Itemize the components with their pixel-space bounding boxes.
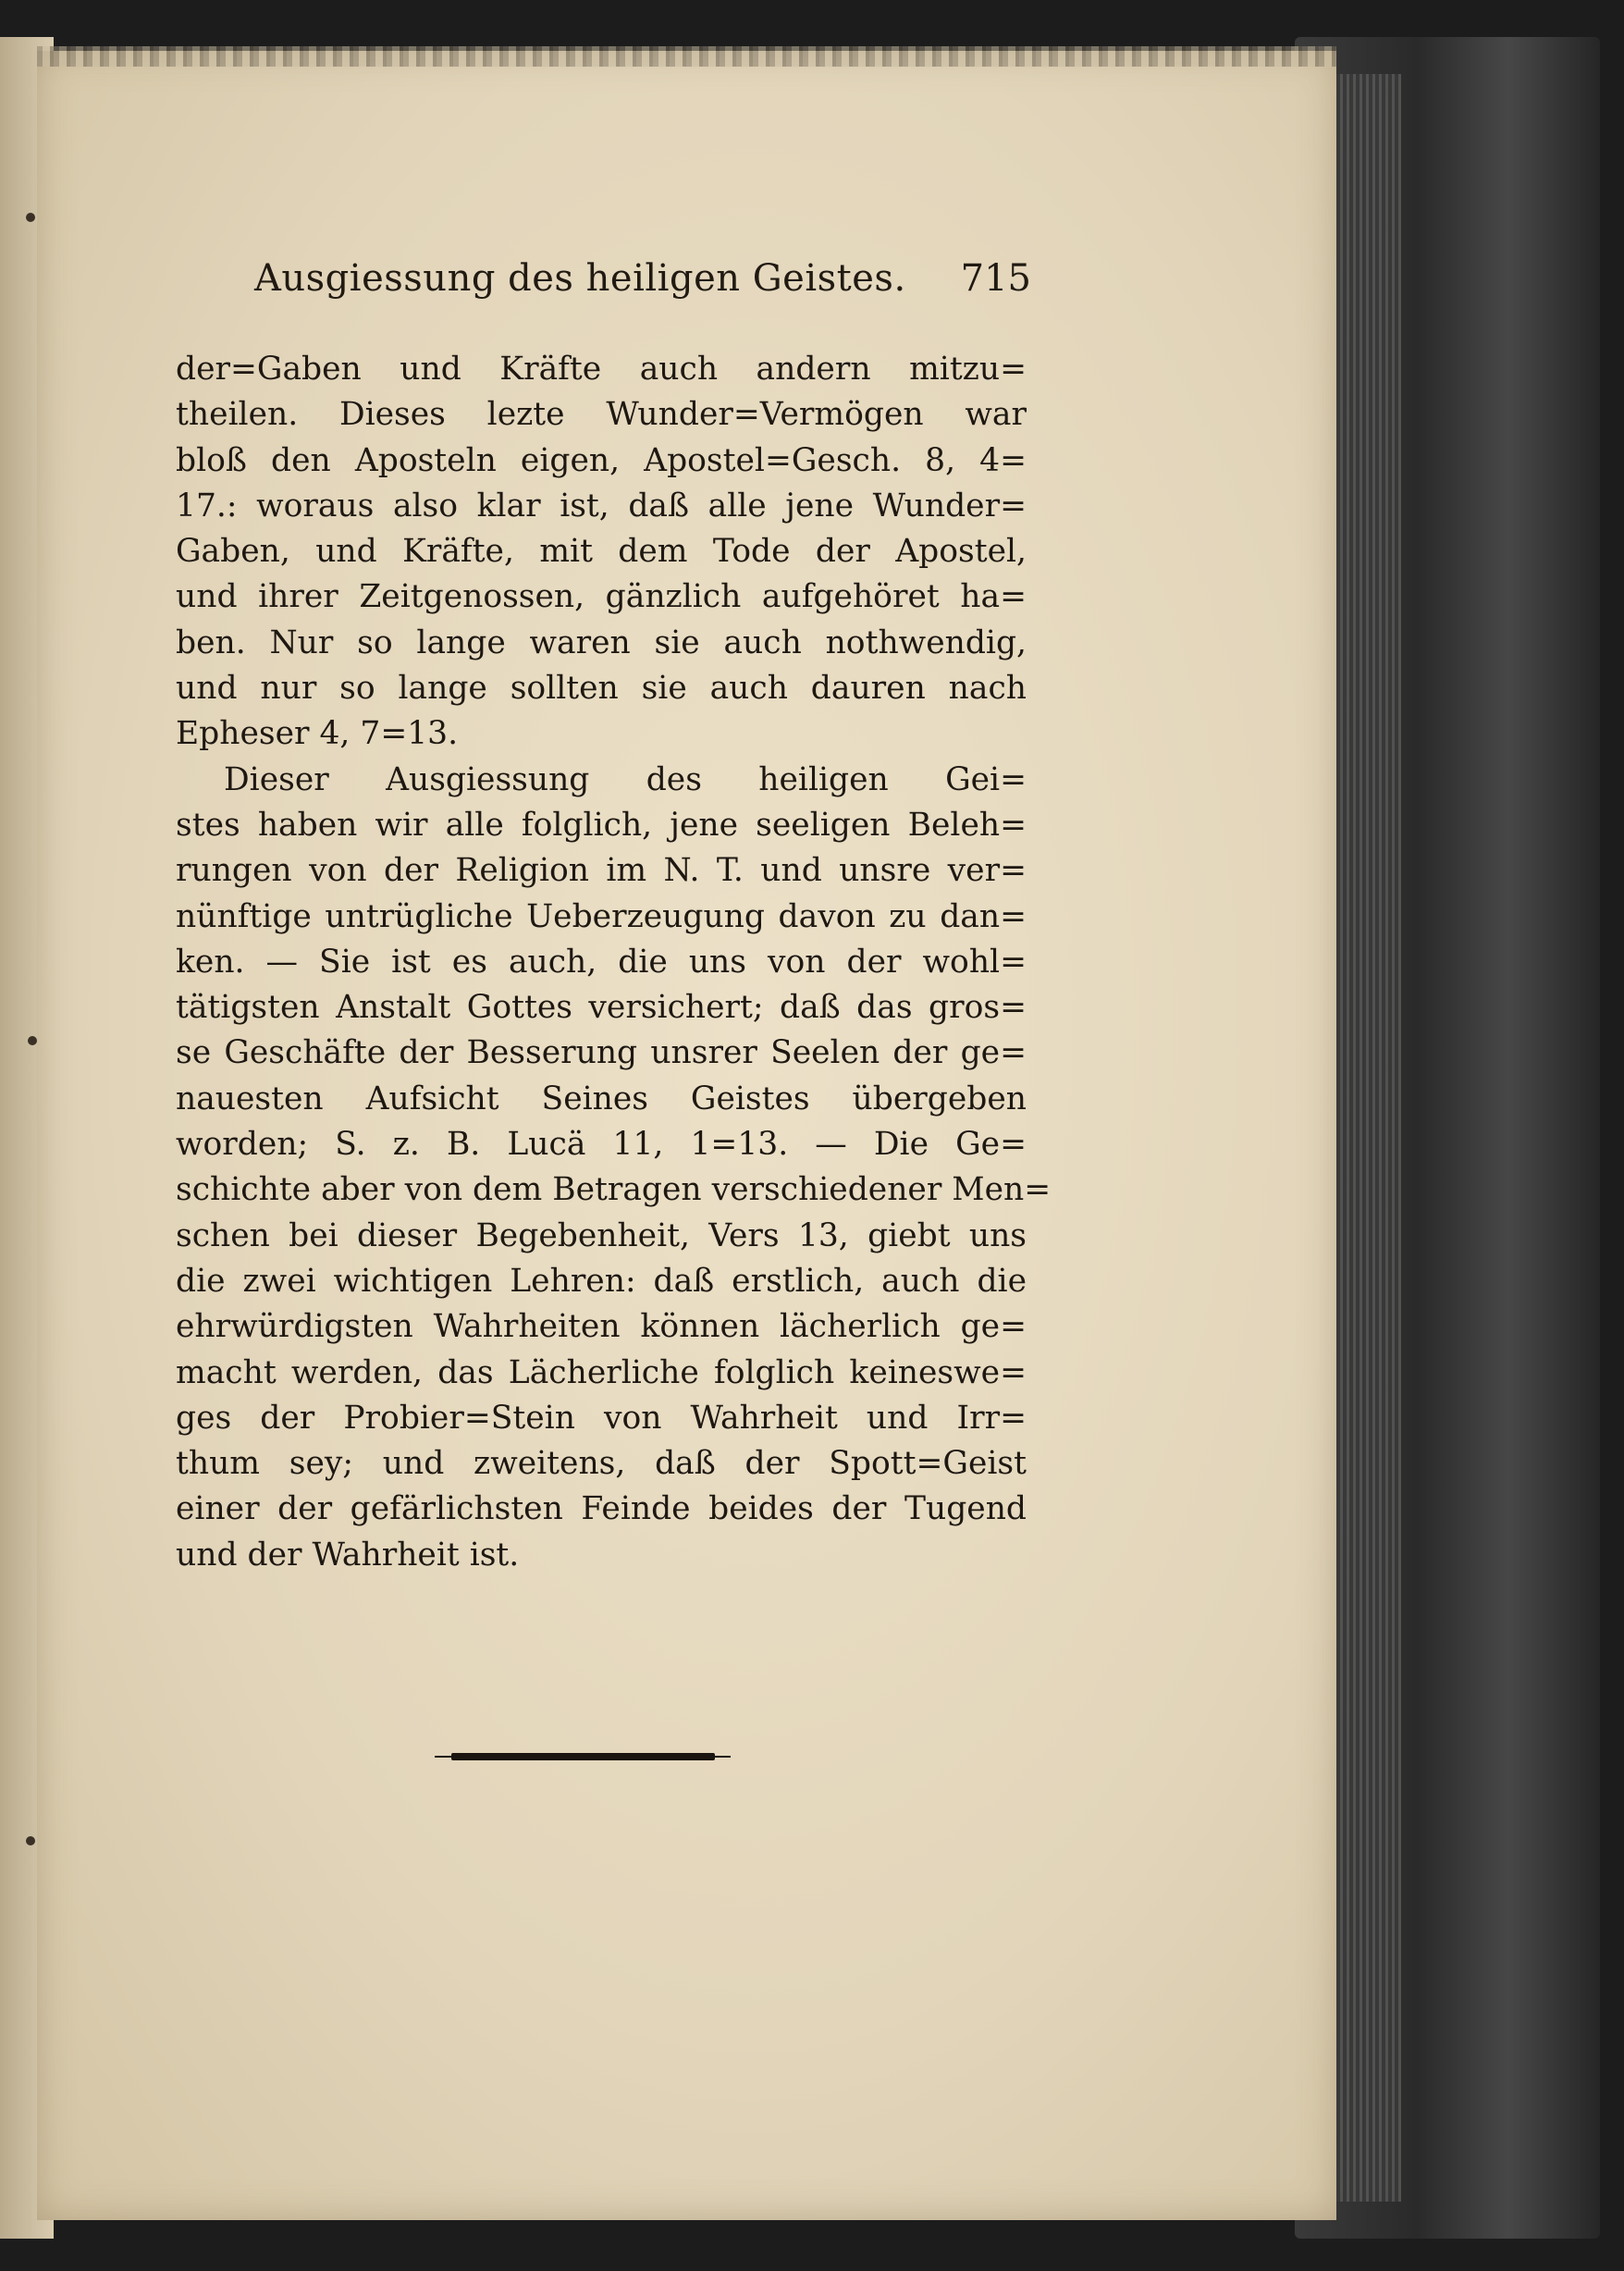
text-line: Dieser Ausgiessung des heiligen Gei= [224, 760, 1027, 798]
text-line: nauesten Aufsicht Seines Geistes übergeben [176, 1080, 1027, 1117]
page-top-edge [37, 46, 1336, 67]
text-line: schen bei dieser Begebenheit, Vers 13, giebt uns [176, 1216, 1027, 1254]
text-line: der=Gaben und Kräfte auch andern mitzu= [176, 351, 1027, 388]
text-line: einer der gefärlichsten Feinde beides der Tugend [176, 1490, 1027, 1528]
text-line: und der Wahrheit ist. [176, 1536, 520, 1574]
text-line: ges der Probier=Stein von Wahrheit und Irr= [176, 1399, 1027, 1437]
text-line: worden; S. z. B. Lucä 11, 1=13. — Die Ge= [176, 1126, 1027, 1164]
text-line: und nur so lange sollten sie auch dauren nach [176, 670, 1027, 708]
margin-mark [28, 1036, 37, 1045]
text-line: die zwei wichtigen Lehren: daß erstlich, auch die [176, 1262, 1027, 1300]
header-title: Ausgiessung des heiligen Geistes. [254, 257, 906, 300]
margin-mark [26, 213, 35, 222]
text-line: schichte aber von dem Betragen verschiedener Men= [176, 1171, 1052, 1209]
text-line: rungen von der Religion im N. T. und unsre ver= [176, 852, 1027, 890]
text-line: ben. Nur so lange waren sie auch nothwendig, [176, 623, 1027, 661]
body-text [176, 347, 1052, 1578]
text-line: thum sey; und zweitens, daß der Spott=Geist [176, 1445, 1027, 1483]
text-line: theilen. Dieses lezte Wunder=Vermögen war [176, 396, 1027, 434]
section-end-rule [451, 1753, 715, 1760]
margin-mark [26, 1836, 35, 1845]
running-header [245, 257, 1031, 322]
text-line: ehrwürdigsten Wahrheiten können lächerlich ge= [176, 1308, 1027, 1346]
text-line: Epheser 4, 7=13. [176, 715, 459, 753]
text-line: se Geschäfte der Besserung unsrer Seelen der ge= [176, 1034, 1027, 1072]
text-line: stes haben wir alle folglich, jene seeligen Beleh= [176, 806, 1027, 844]
text-line: und ihrer Zeitgenossen, gänzlich aufgehöret ha= [176, 578, 1027, 616]
text-line: macht werden, das Lächerliche folglich keineswe= [176, 1353, 1027, 1391]
text-line: ken. — Sie ist es auch, die uns von der wohl= [176, 943, 1027, 981]
text-line: 17.: woraus also klar ist, daß alle jene Wunder= [176, 487, 1027, 525]
text-line: Gaben, und Kräfte, mit dem Tode der Apostel, [176, 533, 1027, 571]
text-line: nünftige untrügliche Ueberzeugung davon zu dan= [176, 897, 1027, 935]
text-line: bloß den Aposteln eigen, Apostel=Gesch. 8, 4= [176, 441, 1027, 479]
page-number: 715 [960, 257, 1031, 300]
text-line: tätigsten Anstalt Gottes versichert; daß das gros= [176, 989, 1027, 1027]
book-spine-edge [1327, 74, 1401, 2202]
